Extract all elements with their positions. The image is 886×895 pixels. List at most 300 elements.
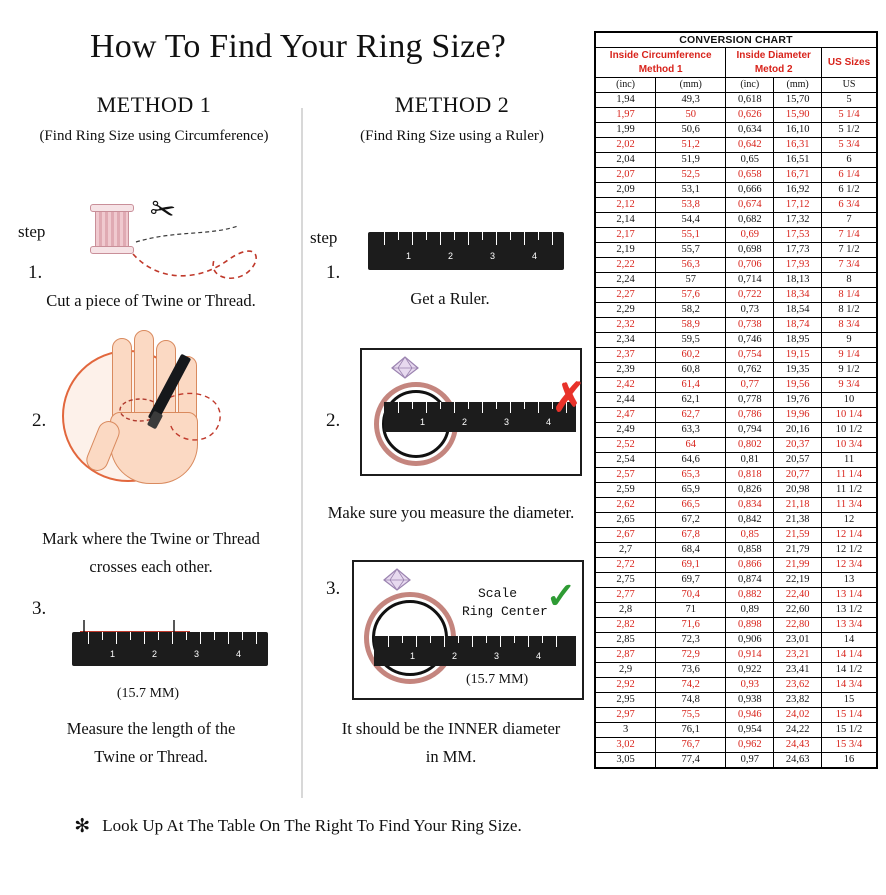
table-row xyxy=(596,378,877,393)
table-cell: 2,95 xyxy=(596,693,656,708)
table-cell: 58,2 xyxy=(656,303,726,318)
table-cell: 54,4 xyxy=(656,213,726,228)
method-1-step-3-caption-line2: Twine or Thread. xyxy=(94,747,208,766)
method-1-step-3-number: 3. xyxy=(32,598,47,619)
table-cell: 1,99 xyxy=(596,123,656,138)
table-cell: 2,17 xyxy=(596,228,656,243)
table-row xyxy=(596,498,877,513)
table-row xyxy=(596,258,877,273)
table-cell: 0,818 xyxy=(726,468,774,483)
method-1-step-1-caption: Cut a piece of Twine or Thread. xyxy=(46,291,256,310)
table-cell: 0,754 xyxy=(726,348,774,363)
table-cell: 12 3/4 xyxy=(822,558,877,573)
table-cell: 65,3 xyxy=(656,468,726,483)
table-row xyxy=(596,708,877,723)
table-cell: 74,2 xyxy=(656,678,726,693)
table-cell: 77,4 xyxy=(656,753,726,768)
ruler-label: 2 xyxy=(452,651,458,661)
table-row xyxy=(596,453,877,468)
ruler-label: 4 xyxy=(536,651,542,661)
ruler-label: 2 xyxy=(152,649,158,659)
table-cell: 9 1/2 xyxy=(822,363,877,378)
group-header-diameter-line2: Metod 2 xyxy=(754,63,793,75)
table-cell: 2,44 xyxy=(596,393,656,408)
table-cell: 61,4 xyxy=(656,378,726,393)
table-cell: 71 xyxy=(656,603,726,618)
table-cell: 0,746 xyxy=(726,333,774,348)
table-cell: 11 3/4 xyxy=(822,498,877,513)
table-cell: 0,634 xyxy=(726,123,774,138)
table-cell: 6 3/4 xyxy=(822,198,877,213)
table-cell: 0,706 xyxy=(726,258,774,273)
table-cell: 2,97 xyxy=(596,708,656,723)
ruler-label: 4 xyxy=(532,251,538,261)
table-cell: 13 3/4 xyxy=(822,618,877,633)
table-cell: 64,6 xyxy=(656,453,726,468)
table-cell: 72,9 xyxy=(656,648,726,663)
table-cell: 1,97 xyxy=(596,108,656,123)
table-cell: 8 1/4 xyxy=(822,288,877,303)
table-cell: 2,62 xyxy=(596,498,656,513)
table-cell: 10 1/2 xyxy=(822,423,877,438)
table-cell: 23,62 xyxy=(774,678,822,693)
table-cell: 17,73 xyxy=(774,243,822,258)
table-cell: 2,32 xyxy=(596,318,656,333)
table-row xyxy=(596,393,877,408)
table-row xyxy=(596,138,877,153)
table-cell: 10 1/4 xyxy=(822,408,877,423)
table-cell: 18,13 xyxy=(774,273,822,288)
table-cell: 0,77 xyxy=(726,378,774,393)
table-cell: 18,54 xyxy=(774,303,822,318)
table-cell: 73,6 xyxy=(656,663,726,678)
table-cell: 0,722 xyxy=(726,288,774,303)
table-cell: 0,826 xyxy=(726,483,774,498)
thread-curve xyxy=(88,191,278,288)
table-row xyxy=(596,648,877,663)
table-cell: 69,7 xyxy=(656,573,726,588)
ruler-overlay-step2 xyxy=(384,402,576,432)
scale-annotation-line2: Ring Center xyxy=(462,604,548,619)
ruler-label: 1 xyxy=(410,651,416,661)
table-cell: 0,85 xyxy=(726,528,774,543)
table-cell: 6 1/2 xyxy=(822,183,877,198)
table-unit-row xyxy=(596,78,877,93)
table-cell: 71,6 xyxy=(656,618,726,633)
table-cell: 13 1/4 xyxy=(822,588,877,603)
table-cell: 0,946 xyxy=(726,708,774,723)
table-cell: 0,682 xyxy=(726,213,774,228)
method-2-step-2-number: 2. xyxy=(326,410,341,431)
table-row xyxy=(596,558,877,573)
table-cell: 21,38 xyxy=(774,513,822,528)
table-cell: 2,29 xyxy=(596,303,656,318)
table-cell: 2,04 xyxy=(596,153,656,168)
table-cell: 2,14 xyxy=(596,213,656,228)
table-cell: 15 xyxy=(822,693,877,708)
table-cell: 2,85 xyxy=(596,633,656,648)
table-row xyxy=(596,738,877,753)
table-cell: 15 1/4 xyxy=(822,708,877,723)
table-cell: 0,906 xyxy=(726,633,774,648)
table-cell: 2,57 xyxy=(596,468,656,483)
table-cell: 3,05 xyxy=(596,753,656,768)
table-group-header-row xyxy=(596,48,877,78)
ruler-label: 3 xyxy=(504,417,510,427)
table-cell: 0,69 xyxy=(726,228,774,243)
method-2-title: METHOD 2 xyxy=(394,92,510,117)
table-row xyxy=(596,213,877,228)
table-cell: 21,79 xyxy=(774,543,822,558)
method-1-measure-note: (15.7 MM) xyxy=(116,686,180,701)
method-2-step-1-number: 1. xyxy=(326,262,341,283)
table-cell: 23,82 xyxy=(774,693,822,708)
table-cell: 2,49 xyxy=(596,423,656,438)
column-divider xyxy=(301,108,303,798)
table-row xyxy=(596,543,877,558)
method-2-step-3-caption-line1: It should be the INNER diameter xyxy=(341,719,561,738)
table-cell: 5 xyxy=(822,93,877,108)
method-2-subtitle: (Find Ring Size using a Ruler) xyxy=(360,128,544,144)
ruler-overlay-step3 xyxy=(374,636,576,666)
table-cell: 19,56 xyxy=(774,378,822,393)
table-cell: 0,842 xyxy=(726,513,774,528)
table-cell: 5 3/4 xyxy=(822,138,877,153)
table-cell: 72,3 xyxy=(656,633,726,648)
table-cell: 2,8 xyxy=(596,603,656,618)
table-row xyxy=(596,273,877,288)
method-1-step-word: step xyxy=(18,222,46,241)
table-cell: 18,34 xyxy=(774,288,822,303)
table-cell: 24,63 xyxy=(774,753,822,768)
table-row xyxy=(596,153,877,168)
table-row xyxy=(596,123,877,138)
table-cell: 0,81 xyxy=(726,453,774,468)
table-cell: 2,82 xyxy=(596,618,656,633)
table-row xyxy=(596,603,877,618)
table-cell: 69,1 xyxy=(656,558,726,573)
table-cell: 18,74 xyxy=(774,318,822,333)
scissors-icon: ✂ xyxy=(146,191,179,230)
ruler-label: 1 xyxy=(110,649,116,659)
table-cell: 0,658 xyxy=(726,168,774,183)
table-cell: 0,922 xyxy=(726,663,774,678)
table-cell: 3,02 xyxy=(596,738,656,753)
method-2-measure-note: (15.7 MM) xyxy=(466,672,529,687)
ruler-step3 xyxy=(72,632,268,666)
method-1-step-2-caption-line1: Mark where the Twine or Thread xyxy=(42,529,260,548)
unit-cell: (mm) xyxy=(774,78,822,93)
table-cell: 2,39 xyxy=(596,363,656,378)
table-cell: 2,9 xyxy=(596,663,656,678)
table-cell: 24,22 xyxy=(774,723,822,738)
group-header-circumference-line2: Method 1 xyxy=(638,63,683,75)
table-cell: 21,59 xyxy=(774,528,822,543)
table-cell: 7 1/2 xyxy=(822,243,877,258)
table-cell: 9 xyxy=(822,333,877,348)
table-cell: 2,37 xyxy=(596,348,656,363)
table-row xyxy=(596,513,877,528)
table-cell: 14 3/4 xyxy=(822,678,877,693)
table-cell: 21,99 xyxy=(774,558,822,573)
table-cell: 24,43 xyxy=(774,738,822,753)
method-1-step-2-caption-line2: crosses each other. xyxy=(89,557,213,576)
table-row xyxy=(596,678,877,693)
table-cell: 0,642 xyxy=(726,138,774,153)
table-cell: 58,9 xyxy=(656,318,726,333)
table-cell: 0,618 xyxy=(726,93,774,108)
method-1-step-1-number: 1. xyxy=(28,262,43,283)
table-row xyxy=(596,93,877,108)
table-cell: 74,8 xyxy=(656,693,726,708)
table-row xyxy=(596,198,877,213)
table-cell: 8 xyxy=(822,273,877,288)
table-cell: 2,72 xyxy=(596,558,656,573)
table-row xyxy=(596,693,877,708)
table-cell: 7 3/4 xyxy=(822,258,877,273)
table-cell: 24,02 xyxy=(774,708,822,723)
ruler-label: 2 xyxy=(448,251,454,261)
table-cell: 20,77 xyxy=(774,468,822,483)
table-cell: 17,93 xyxy=(774,258,822,273)
table-cell: 0,778 xyxy=(726,393,774,408)
table-cell: 17,53 xyxy=(774,228,822,243)
method-2-step-word: step xyxy=(310,228,338,247)
method-1-step-3-caption-line1: Measure the length of the xyxy=(66,719,236,738)
table-cell: 0,898 xyxy=(726,618,774,633)
table-cell: 6 1/4 xyxy=(822,168,877,183)
table-cell: 7 xyxy=(822,213,877,228)
table-cell: 0,962 xyxy=(726,738,774,753)
table-cell: 50,6 xyxy=(656,123,726,138)
table-cell: 23,41 xyxy=(774,663,822,678)
table-cell: 53,8 xyxy=(656,198,726,213)
table-cell: 2,24 xyxy=(596,273,656,288)
table-cell: 12 1/2 xyxy=(822,543,877,558)
table-cell: 2,7 xyxy=(596,543,656,558)
table-row xyxy=(596,528,877,543)
table-cell: 12 xyxy=(822,513,877,528)
table-cell: 57,6 xyxy=(656,288,726,303)
table-cell: 2,27 xyxy=(596,288,656,303)
table-cell: 10 3/4 xyxy=(822,438,877,453)
ruler-label: 3 xyxy=(490,251,496,261)
group-header-diameter xyxy=(726,48,822,78)
table-row xyxy=(596,468,877,483)
table-cell: 0,914 xyxy=(726,648,774,663)
table-cell: 15 3/4 xyxy=(822,738,877,753)
ruler-label: 4 xyxy=(546,417,552,427)
table-row xyxy=(596,363,877,378)
table-row xyxy=(596,573,877,588)
table-cell: 2,42 xyxy=(596,378,656,393)
table-cell: 51,2 xyxy=(656,138,726,153)
method-1-subtitle: (Find Ring Size using Circumference) xyxy=(39,128,269,144)
table-cell: 0,626 xyxy=(726,108,774,123)
table-cell: 49,3 xyxy=(656,93,726,108)
table-cell: 76,7 xyxy=(656,738,726,753)
table-cell: 0,858 xyxy=(726,543,774,558)
table-row xyxy=(596,408,877,423)
table-row xyxy=(596,483,877,498)
ruler-label: 4 xyxy=(236,649,242,659)
table-cell: 23,01 xyxy=(774,633,822,648)
table-cell: 16,51 xyxy=(774,153,822,168)
table-row xyxy=(596,633,877,648)
table-cell: 0,674 xyxy=(726,198,774,213)
table-cell: 10 xyxy=(822,393,877,408)
table-cell: 0,802 xyxy=(726,438,774,453)
ruler-label: 3 xyxy=(494,651,500,661)
table-cell: 0,866 xyxy=(726,558,774,573)
table-cell: 16 xyxy=(822,753,877,768)
table-cell: 2,07 xyxy=(596,168,656,183)
table-cell: 0,874 xyxy=(726,573,774,588)
group-header-diameter-line1: Inside Diameter xyxy=(736,49,811,61)
table-cell: 57 xyxy=(656,273,726,288)
table-cell: 13 1/2 xyxy=(822,603,877,618)
table-row xyxy=(596,663,877,678)
table-cell: 11 1/2 xyxy=(822,483,877,498)
method-1-step-2-number: 2. xyxy=(32,410,47,431)
table-cell: 2,19 xyxy=(596,243,656,258)
table-row xyxy=(596,723,877,738)
table-cell: 0,65 xyxy=(726,153,774,168)
table-cell: 2,09 xyxy=(596,183,656,198)
table-cell: 70,4 xyxy=(656,588,726,603)
conversion-chart xyxy=(594,31,878,769)
table-cell: 65,9 xyxy=(656,483,726,498)
table-cell: 0,834 xyxy=(726,498,774,513)
table-title-row xyxy=(596,33,877,48)
table-cell: 19,96 xyxy=(774,408,822,423)
table-cell: 2,87 xyxy=(596,648,656,663)
table-cell: 8 3/4 xyxy=(822,318,877,333)
table-row xyxy=(596,753,877,768)
table-cell: 2,12 xyxy=(596,198,656,213)
table-row xyxy=(596,303,877,318)
footnote-text: Look Up At The Table On The Right To Find Your Ring Size. xyxy=(102,816,522,835)
table-cell: 9 3/4 xyxy=(822,378,877,393)
table-cell: 56,3 xyxy=(656,258,726,273)
table-cell: 50 xyxy=(656,108,726,123)
table-cell: 8 1/2 xyxy=(822,303,877,318)
table-cell: 2,52 xyxy=(596,438,656,453)
table-cell: 20,37 xyxy=(774,438,822,453)
table-cell: 0,762 xyxy=(726,363,774,378)
table-row xyxy=(596,243,877,258)
table-cell: 0,938 xyxy=(726,693,774,708)
table-cell: 20,57 xyxy=(774,453,822,468)
table-head xyxy=(596,33,877,93)
table-cell: 63,3 xyxy=(656,423,726,438)
table-cell: 5 1/4 xyxy=(822,108,877,123)
table-cell: 6 xyxy=(822,153,877,168)
table-cell: 0,666 xyxy=(726,183,774,198)
table-cell: 75,5 xyxy=(656,708,726,723)
table-cell: 2,22 xyxy=(596,258,656,273)
table-cell: 62,7 xyxy=(656,408,726,423)
method-2-step-2-caption: Make sure you measure the diameter. xyxy=(327,503,575,522)
table-cell: 2,65 xyxy=(596,513,656,528)
table-cell: 76,1 xyxy=(656,723,726,738)
ruler-label: 2 xyxy=(462,417,468,427)
ruler-label: 1 xyxy=(406,251,412,261)
unit-cell: US xyxy=(822,78,877,93)
table-cell: 68,4 xyxy=(656,543,726,558)
table-body xyxy=(596,93,877,768)
table-row xyxy=(596,438,877,453)
table-cell: 14 1/4 xyxy=(822,648,877,663)
table-row xyxy=(596,348,877,363)
diamond-ring-icon xyxy=(376,566,418,592)
method-2-step-3-caption-line2: in MM. xyxy=(425,747,477,766)
table-cell: 0,882 xyxy=(726,588,774,603)
table-row xyxy=(596,228,877,243)
table-cell: 2,75 xyxy=(596,573,656,588)
table-cell: 66,5 xyxy=(656,498,726,513)
table-cell: 16,10 xyxy=(774,123,822,138)
table-cell: 17,12 xyxy=(774,198,822,213)
table-cell: 16,31 xyxy=(774,138,822,153)
table-cell: 55,1 xyxy=(656,228,726,243)
table-cell: 53,1 xyxy=(656,183,726,198)
table-cell: 0,794 xyxy=(726,423,774,438)
table-cell: 0,97 xyxy=(726,753,774,768)
table-cell: 0,786 xyxy=(726,408,774,423)
table-cell: 52,5 xyxy=(656,168,726,183)
table-cell: 0,89 xyxy=(726,603,774,618)
table-cell: 19,76 xyxy=(774,393,822,408)
table-row xyxy=(596,423,877,438)
table-cell: 60,8 xyxy=(656,363,726,378)
table-cell: 0,698 xyxy=(726,243,774,258)
table-cell: 14 xyxy=(822,633,877,648)
table-cell: 19,15 xyxy=(774,348,822,363)
table-cell: 9 1/4 xyxy=(822,348,877,363)
table-row xyxy=(596,288,877,303)
table-cell: 2,02 xyxy=(596,138,656,153)
table-cell: 0,93 xyxy=(726,678,774,693)
ruler-label: 3 xyxy=(194,649,200,659)
conversion-chart-title: CONVERSION CHART xyxy=(596,33,877,48)
method-1-title: METHOD 1 xyxy=(96,92,212,117)
table-cell: 62,1 xyxy=(656,393,726,408)
table-cell: 2,92 xyxy=(596,678,656,693)
table-cell: 11 xyxy=(822,453,877,468)
table-cell: 2,67 xyxy=(596,528,656,543)
unit-cell: (mm) xyxy=(656,78,726,93)
ruler-label: 1 xyxy=(420,417,426,427)
incorrect-mark-icon: ✗ xyxy=(552,376,586,420)
table-row xyxy=(596,588,877,603)
table-cell: 0,738 xyxy=(726,318,774,333)
table-cell: 19,35 xyxy=(774,363,822,378)
table-cell: 22,40 xyxy=(774,588,822,603)
conversion-table xyxy=(595,32,877,768)
method-1-header xyxy=(8,92,300,145)
table-cell: 51,9 xyxy=(656,153,726,168)
table-cell: 2,59 xyxy=(596,483,656,498)
method-2-step-3-number: 3. xyxy=(326,578,341,599)
method-2-step-2-photo xyxy=(360,348,582,476)
table-cell: 11 1/4 xyxy=(822,468,877,483)
table-cell: 23,21 xyxy=(774,648,822,663)
asterisk-icon: ✻ xyxy=(74,816,91,837)
table-cell: 22,80 xyxy=(774,618,822,633)
table-cell: 2,47 xyxy=(596,408,656,423)
table-cell: 16,71 xyxy=(774,168,822,183)
